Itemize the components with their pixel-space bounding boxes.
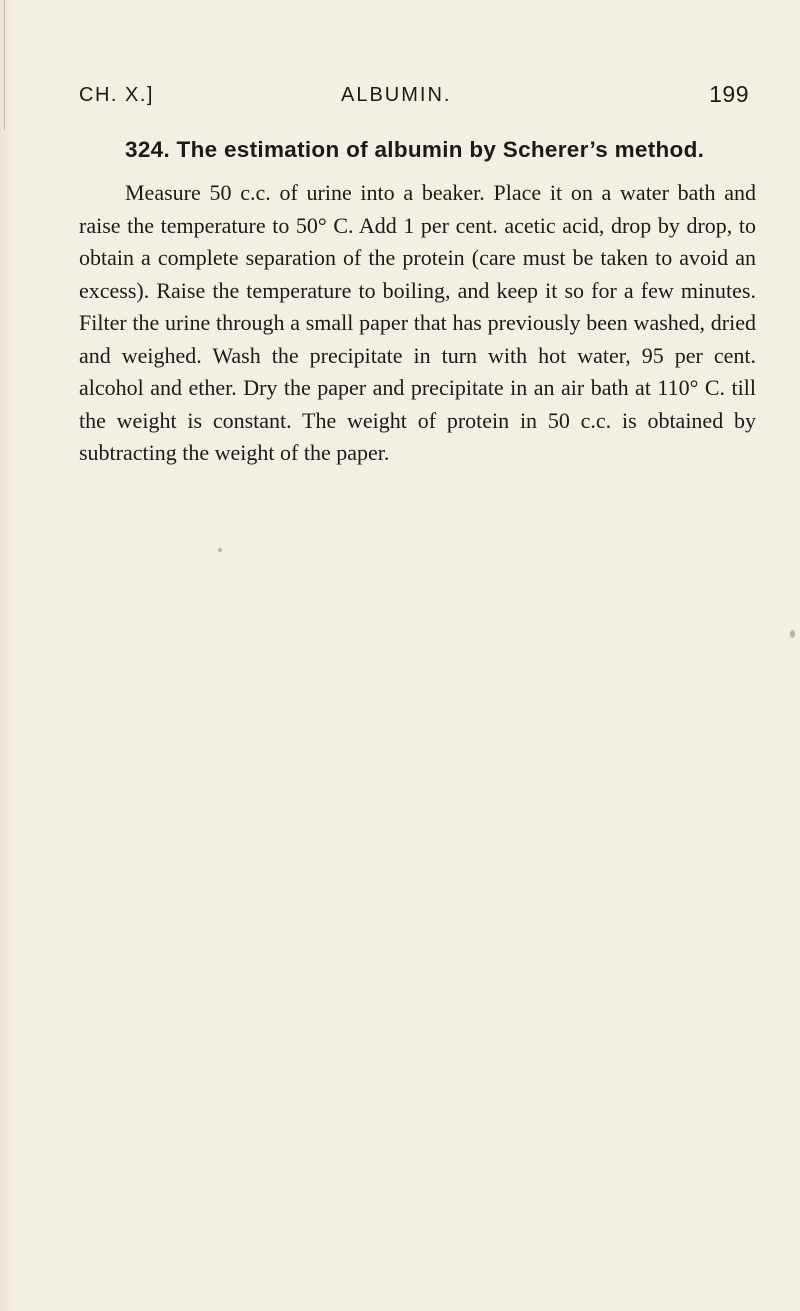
section-heading: 324. The estimation of albumin by Scherer’s method.	[125, 137, 705, 162]
body-paragraph: Measure 50 c.c. of urine into a beaker. Place it on a water bath and raise the temperature to 50° C. Add 1 per cent. acetic acid, drop by drop, to obtain a complete separation of the protein (care must be taken to avoid an excess). Raise the temperature to boiling, and keep it so for a few minutes. Filter the urine through a small paper that has previously been washed, dried and weighed. Wash the precipitate in turn with hot water, 95 per cent. alcohol and ether. Dry the paper and precipitate in an air bath at 110° C. till the weight is constant. The weight of protein in 50 c.c. is obtained by subtracting the weight of the paper.	[79, 180, 756, 465]
page-edge-line	[4, 0, 5, 130]
running-head	[79, 81, 749, 117]
paper-speck	[218, 548, 222, 552]
running-title: ALBUMIN.	[341, 84, 452, 106]
page-number: 199	[709, 81, 749, 107]
chapter-reference: CH. X.]	[79, 84, 154, 106]
paper-speck	[790, 630, 795, 638]
